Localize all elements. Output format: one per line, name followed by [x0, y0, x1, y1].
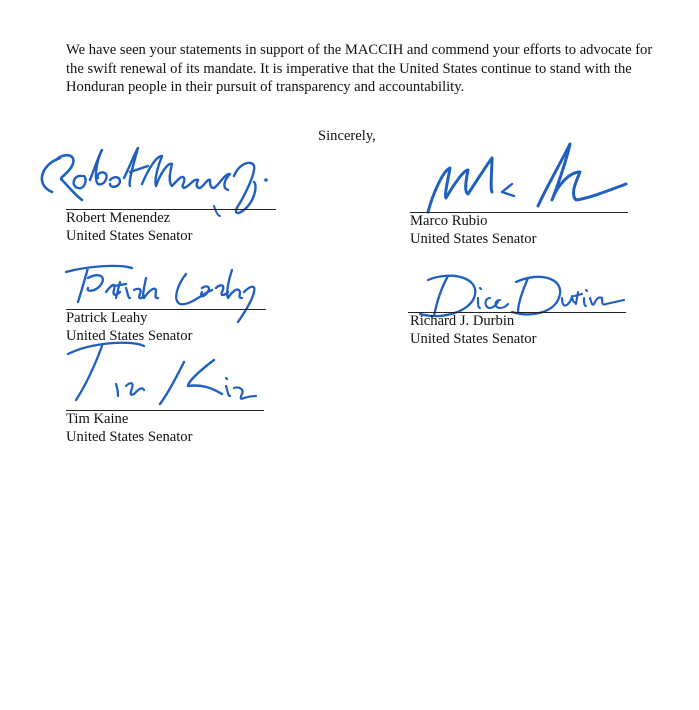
signatory-name: Richard J. Durbin	[410, 313, 515, 329]
signatory-title: United States Senator	[66, 228, 193, 244]
signatory-name: Robert Menendez	[66, 210, 171, 226]
kaine-signature-image	[62, 338, 262, 413]
signatory-name: Tim Kaine	[66, 411, 129, 427]
rubio-signature-image	[420, 140, 630, 215]
signatory-title: United States Senator	[410, 331, 537, 347]
signatory-name: Patrick Leahy	[66, 310, 148, 326]
closing-salutation: Sincerely,	[318, 128, 376, 144]
signatory-title: United States Senator	[66, 328, 193, 344]
signatory-title: United States Senator	[66, 429, 193, 445]
signatory-name: Marco Rubio	[410, 213, 488, 229]
letter-body-paragraph: We have seen your statements in support of the MACCIH and commend your efforts to advocate for the swift renewal of its mandate. It is imperative that the United States continue to stand with the Honduran people in their pursuit of transparency and accountability.	[66, 42, 653, 95]
signatory-title: United States Senator	[410, 231, 537, 247]
